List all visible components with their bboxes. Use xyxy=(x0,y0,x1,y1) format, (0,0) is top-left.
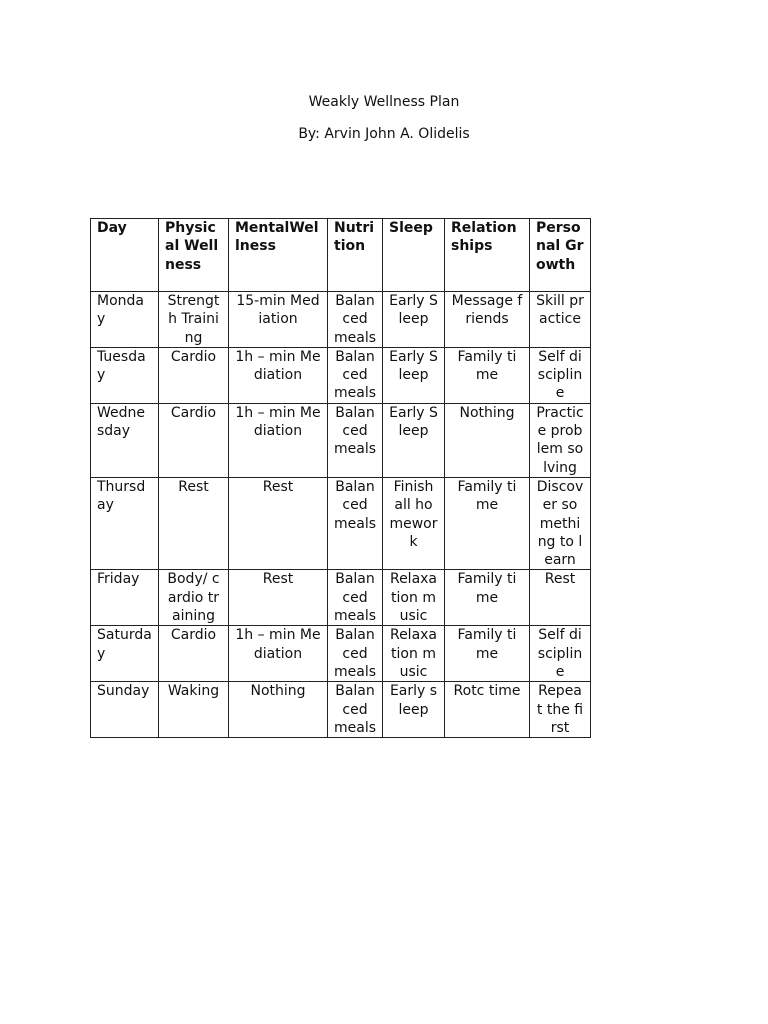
table-cell: Balanced meals xyxy=(328,626,383,682)
table-cell: Relaxation music xyxy=(383,570,445,626)
header-physical-wellness: Physical Wellness xyxy=(159,219,229,292)
header-nutrition: Nutrition xyxy=(328,219,383,292)
table-cell: Balanced meals xyxy=(328,347,383,403)
table-cell: Balanced meals xyxy=(328,570,383,626)
table-cell: Family time xyxy=(445,626,530,682)
table-cell: Strength Training xyxy=(159,292,229,348)
document-author: By: Arvin John A. Olidelis xyxy=(298,126,470,142)
header-sleep: Sleep xyxy=(383,219,445,292)
table-cell: Family time xyxy=(445,570,530,626)
document-title: Weakly Wellness Plan xyxy=(308,94,460,110)
table-cell-day: Sunday xyxy=(91,682,159,738)
table-cell: Nothing xyxy=(229,682,328,738)
table-cell-day: Wednesday xyxy=(91,403,159,477)
header-mental-wellness: MentalWellness xyxy=(229,219,328,292)
table-cell: 1h – min Mediation xyxy=(229,626,328,682)
table-cell: Practice problem solving xyxy=(530,403,591,477)
table-cell: Waking xyxy=(159,682,229,738)
table-cell: Early Sleep xyxy=(383,347,445,403)
table-cell: Balanced meals xyxy=(328,682,383,738)
table-cell: 1h – min Mediation xyxy=(229,347,328,403)
table-cell: Rest xyxy=(530,570,591,626)
table-row xyxy=(91,682,591,738)
table-row xyxy=(91,347,591,403)
table-cell: Skill practice xyxy=(530,292,591,348)
table-cell: Rest xyxy=(159,477,229,569)
header-day: Day xyxy=(91,219,159,292)
table-row xyxy=(91,403,591,477)
table-row xyxy=(91,477,591,569)
table-cell: 1h – min Mediation xyxy=(229,403,328,477)
table-cell-day: Saturday xyxy=(91,626,159,682)
table-cell: Cardio xyxy=(159,626,229,682)
table-cell: Early Sleep xyxy=(383,403,445,477)
table-cell: Finish all homework xyxy=(383,477,445,569)
table-cell: Nothing xyxy=(445,403,530,477)
table-row xyxy=(91,292,591,348)
table-cell-day: Thursday xyxy=(91,477,159,569)
table-cell: Family time xyxy=(445,347,530,403)
wellness-plan-table xyxy=(90,218,591,738)
table-cell-day: Tuesday xyxy=(91,347,159,403)
table-row xyxy=(91,570,591,626)
table-cell: Balanced meals xyxy=(328,292,383,348)
table-cell: Cardio xyxy=(159,403,229,477)
table-cell: Rotc time xyxy=(445,682,530,738)
table-cell: 15-min Mediation xyxy=(229,292,328,348)
table-cell: Rest xyxy=(229,570,328,626)
table-cell: Rest xyxy=(229,477,328,569)
table-row xyxy=(91,626,591,682)
table-cell-day: Friday xyxy=(91,570,159,626)
table-cell: Cardio xyxy=(159,347,229,403)
table-cell-day: Monday xyxy=(91,292,159,348)
table-cell: Early sleep xyxy=(383,682,445,738)
table-cell: Message friends xyxy=(445,292,530,348)
table-cell: Balanced meals xyxy=(328,403,383,477)
header-relationships: Relationships xyxy=(445,219,530,292)
table-cell: Self discipline xyxy=(530,626,591,682)
table-cell: Body/ cardio training xyxy=(159,570,229,626)
table-cell: Early Sleep xyxy=(383,292,445,348)
table-header-row xyxy=(91,219,591,292)
table-cell: Discover something to learn xyxy=(530,477,591,569)
header-personal-growth: Personal Growth xyxy=(530,219,591,292)
table-cell: Self discipline xyxy=(530,347,591,403)
table-cell: Balanced meals xyxy=(328,477,383,569)
table-cell: Relaxation music xyxy=(383,626,445,682)
table-cell: Repeat the first xyxy=(530,682,591,738)
table-cell: Family time xyxy=(445,477,530,569)
